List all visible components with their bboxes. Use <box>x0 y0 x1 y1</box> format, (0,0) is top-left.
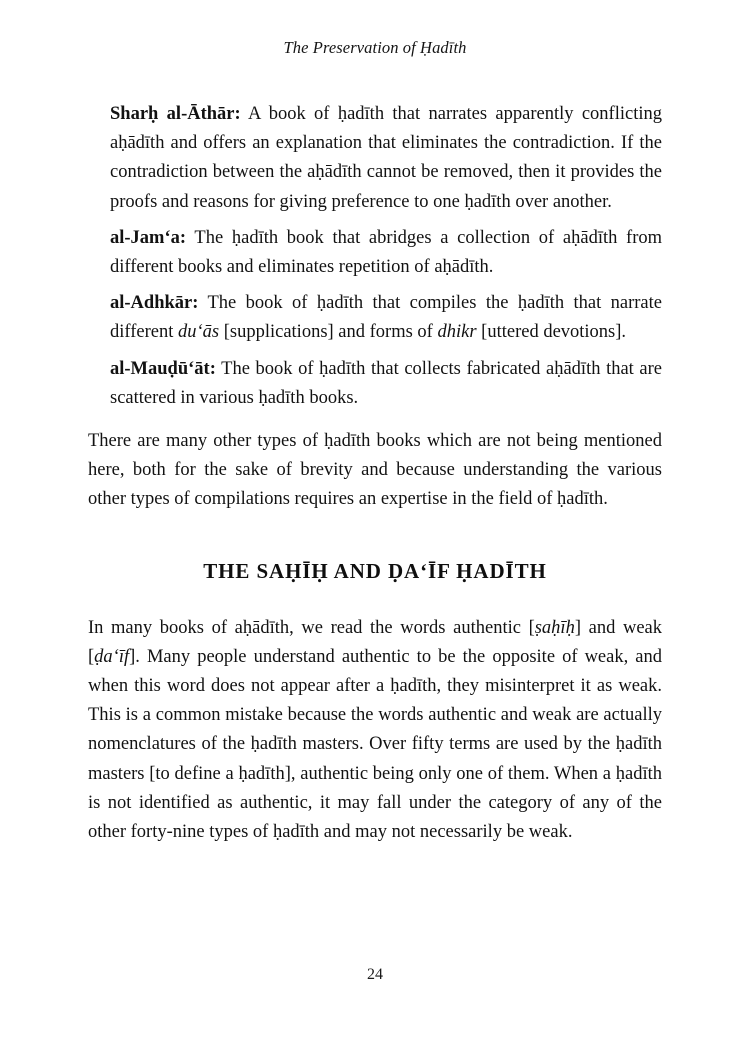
definition-term: Sharḥ al-Āthār: <box>110 104 241 124</box>
paragraph-other-types: There are many other types of ḥadīth books which are not being mentioned here, both for the sake of brevity and because understanding the various other types of compilations requires an expertise in the field of ḥadīth. <box>88 431 662 510</box>
definition-al-adhkar <box>110 289 662 347</box>
paragraph-sahih-and-daif <box>88 614 662 848</box>
paragraph-text: ]. Many people understand authentic to be the opposite of weak, and when this word does not appear after a ḥadīth, they misinterpret it as weak. This is a common mistake because the words authentic and weak are actually nomenclatures of the ḥadīth masters. Over fifty terms are used by the ḥadīth masters [to define a ḥadīth], authentic being only one of them. When a ḥadīth is not identified as authentic, it may fall under the category of any of the other forty-nine types of ḥadīth and may not necessarily be weak. <box>88 646 662 843</box>
running-head: The Preservation of Ḥadīth <box>283 38 467 57</box>
arabic-term-dhikr: dhikr <box>437 322 477 343</box>
definition-text: A book of ḥadīth that narrates apparently conflicting aḥādīth and offers an explanation that eliminates the contradiction. If the contradiction between the aḥādīth cannot be removed, then it provides the proofs and reasons for giving preference to one ḥadīth over another. <box>110 104 662 212</box>
paragraph-text: In many books of aḥādīth, we read the words authentic [ <box>88 617 535 638</box>
definition-text: [uttered devotions]. <box>476 322 627 343</box>
definition-term: al-Jamʻa: <box>110 227 187 248</box>
arabic-term-sahih: ṣaḥīḥ <box>534 617 575 638</box>
section-heading: THE SAḤĪḤ AND ḌAʻĪF ḤADĪTH <box>203 558 547 583</box>
definition-term: al-Adhkār: <box>110 293 199 314</box>
page-number: 24 <box>367 966 383 983</box>
definition-text: The book of ḥadīth that collects fabricated aḥādīth that are scattered in various ḥadīth books. <box>110 358 662 408</box>
arabic-term-daif: ḍaʻīf <box>94 646 130 667</box>
definition-al-mauduat <box>110 355 662 413</box>
definition-al-jama <box>110 224 662 282</box>
definition-text: [supplications] and forms of <box>219 322 438 343</box>
definition-text: The ḥadīth book that abridges a collection of aḥādīth from different books and eliminates repetition of aḥādīth. <box>110 227 662 278</box>
page-body <box>88 100 662 847</box>
definition-text: The book of ḥadīth that compiles the ḥadīth that narrate different <box>110 293 662 343</box>
arabic-term-duas: duʻās <box>177 322 220 343</box>
definition-sharh-al-athar <box>110 100 662 217</box>
paragraph-text: ] and weak [ <box>88 617 663 667</box>
definition-term: al-Mauḍūʻāt: <box>110 358 216 379</box>
